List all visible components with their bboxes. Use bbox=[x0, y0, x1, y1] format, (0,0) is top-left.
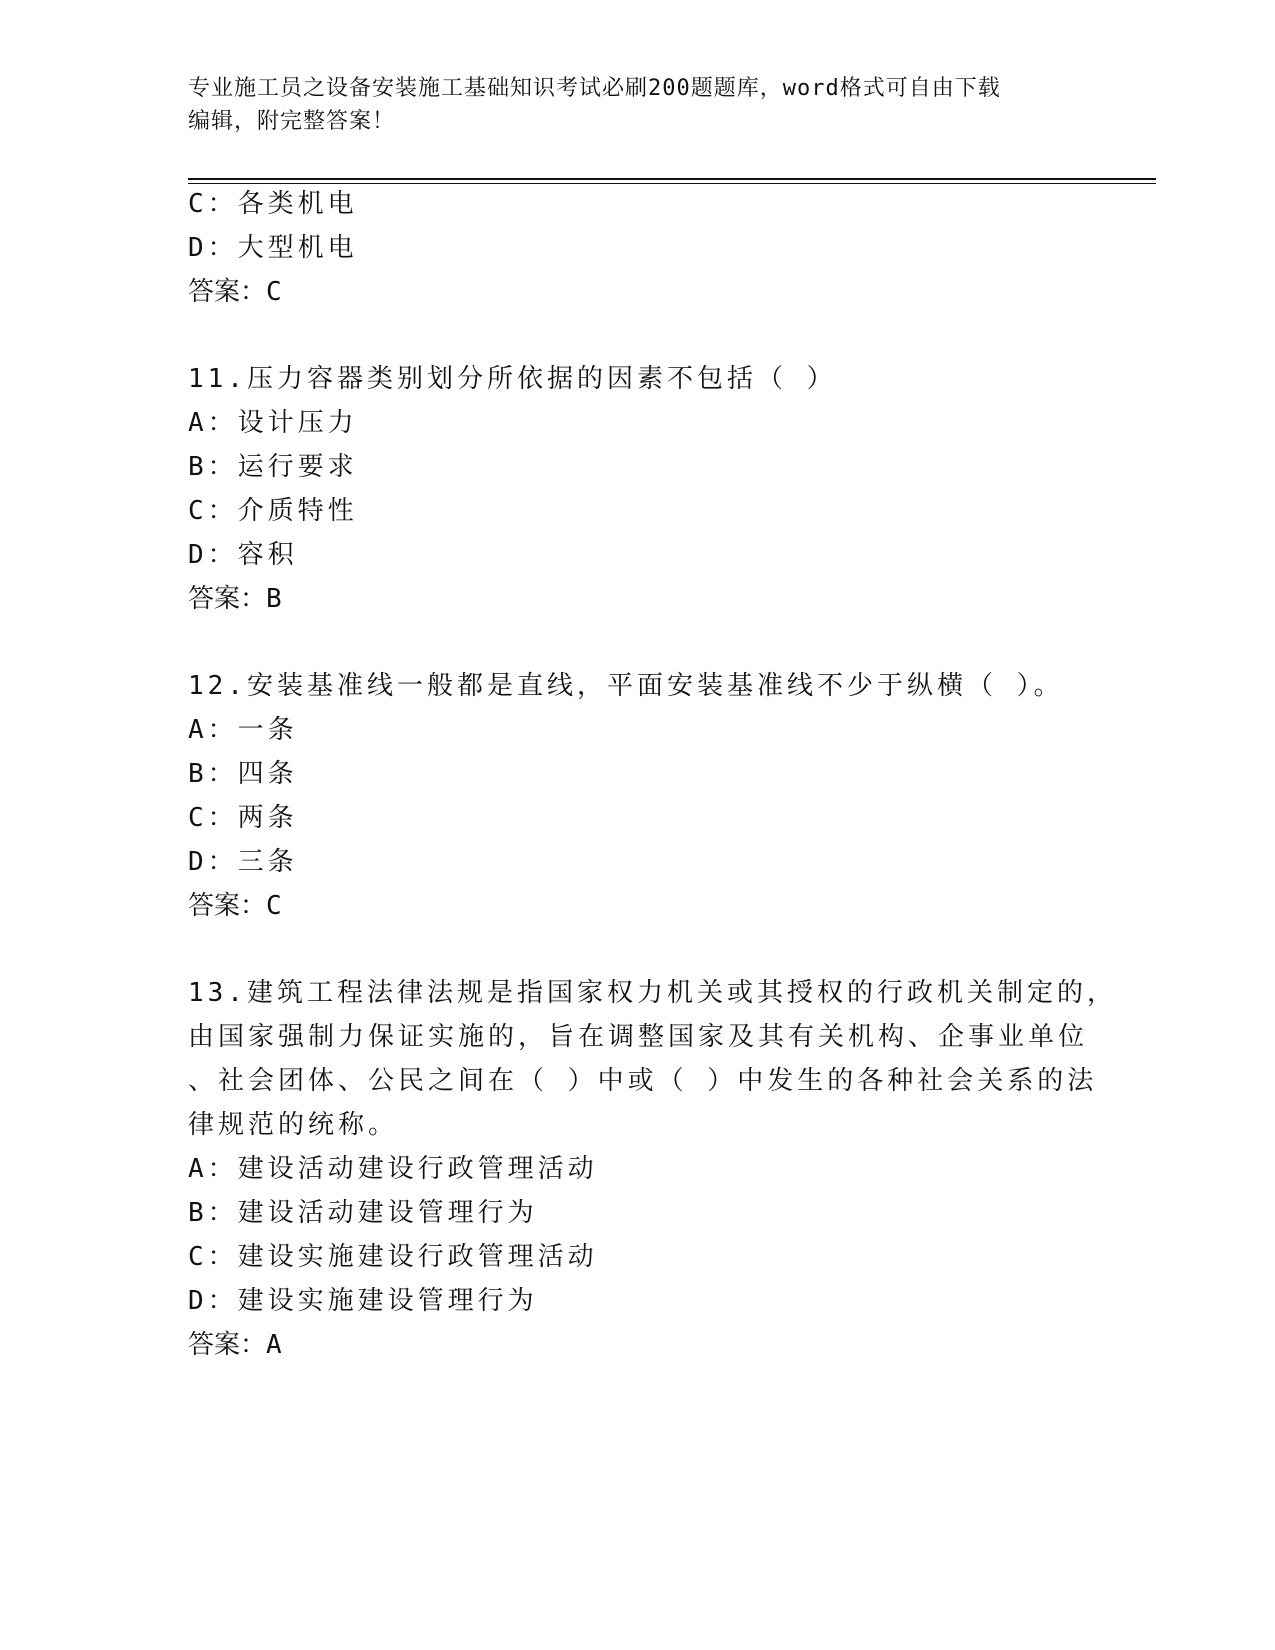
q11-answer bbox=[188, 583, 1088, 615]
q11-option-d: D：容积 bbox=[188, 540, 298, 570]
q13-question-line-1: 13.建筑工程法律法规是指国家权力机关或其授权的行政机关制定的， bbox=[188, 978, 1117, 1008]
q13-question-line-4: 律规范的统称。 bbox=[188, 1110, 399, 1140]
q11-question: 11.压力容器类别划分所依据的因素不包括（ ） bbox=[188, 364, 837, 394]
q11-option-a: A：设计压力 bbox=[188, 408, 358, 438]
q10-answer bbox=[188, 276, 1088, 308]
q11-option-b: B：运行要求 bbox=[188, 452, 358, 482]
q11-option-c: C：介质特性 bbox=[188, 496, 358, 526]
q12-option-a: A：一条 bbox=[188, 715, 298, 745]
answer-value: C bbox=[266, 891, 283, 921]
q12-question: 12.安装基准线一般都是直线，平面安装基准线不少于纵横（ ）。 bbox=[188, 671, 1064, 701]
q13-question-line-3: 、社会团体、公民之间在（ ）中或（ ）中发生的各种社会关系的法 bbox=[188, 1066, 1098, 1096]
answer-value: C bbox=[266, 277, 283, 307]
answer-label: 答案： bbox=[188, 891, 267, 921]
q13-option-c: C：建设实施建设行政管理活动 bbox=[188, 1242, 598, 1272]
q12-answer bbox=[188, 890, 1088, 922]
answer-value: B bbox=[266, 584, 283, 614]
document-header bbox=[188, 72, 1088, 138]
answer-value: A bbox=[266, 1330, 283, 1360]
answer-label: 答案： bbox=[188, 1330, 267, 1360]
q10-option-c: C：各类机电 bbox=[188, 189, 358, 219]
answer-label: 答案： bbox=[188, 277, 267, 307]
q13-answer bbox=[188, 1329, 1088, 1361]
q12-option-c: C：两条 bbox=[188, 803, 298, 833]
q12-option-d: D：三条 bbox=[188, 847, 298, 877]
header-line-2: 编辑，附完整答案！ bbox=[188, 109, 396, 134]
header-divider-thin bbox=[188, 183, 1156, 184]
q13-option-a: A：建设活动建设行政管理活动 bbox=[188, 1154, 598, 1184]
q13-option-d: D：建设实施建设管理行为 bbox=[188, 1286, 538, 1316]
q12-option-b: B：四条 bbox=[188, 759, 298, 789]
q13-question-line-2: 由国家强制力保证实施的，旨在调整国家及其有关机构、企事业单位 bbox=[188, 1022, 1089, 1052]
q13-option-b: B：建设活动建设管理行为 bbox=[188, 1198, 538, 1228]
header-divider-thick bbox=[188, 178, 1156, 180]
header-line-1: 专业施工员之设备安装施工基础知识考试必刷200题题库，word格式可自由下载 bbox=[188, 76, 1001, 101]
q10-option-d: D：大型机电 bbox=[188, 233, 358, 263]
answer-label: 答案： bbox=[188, 584, 267, 614]
